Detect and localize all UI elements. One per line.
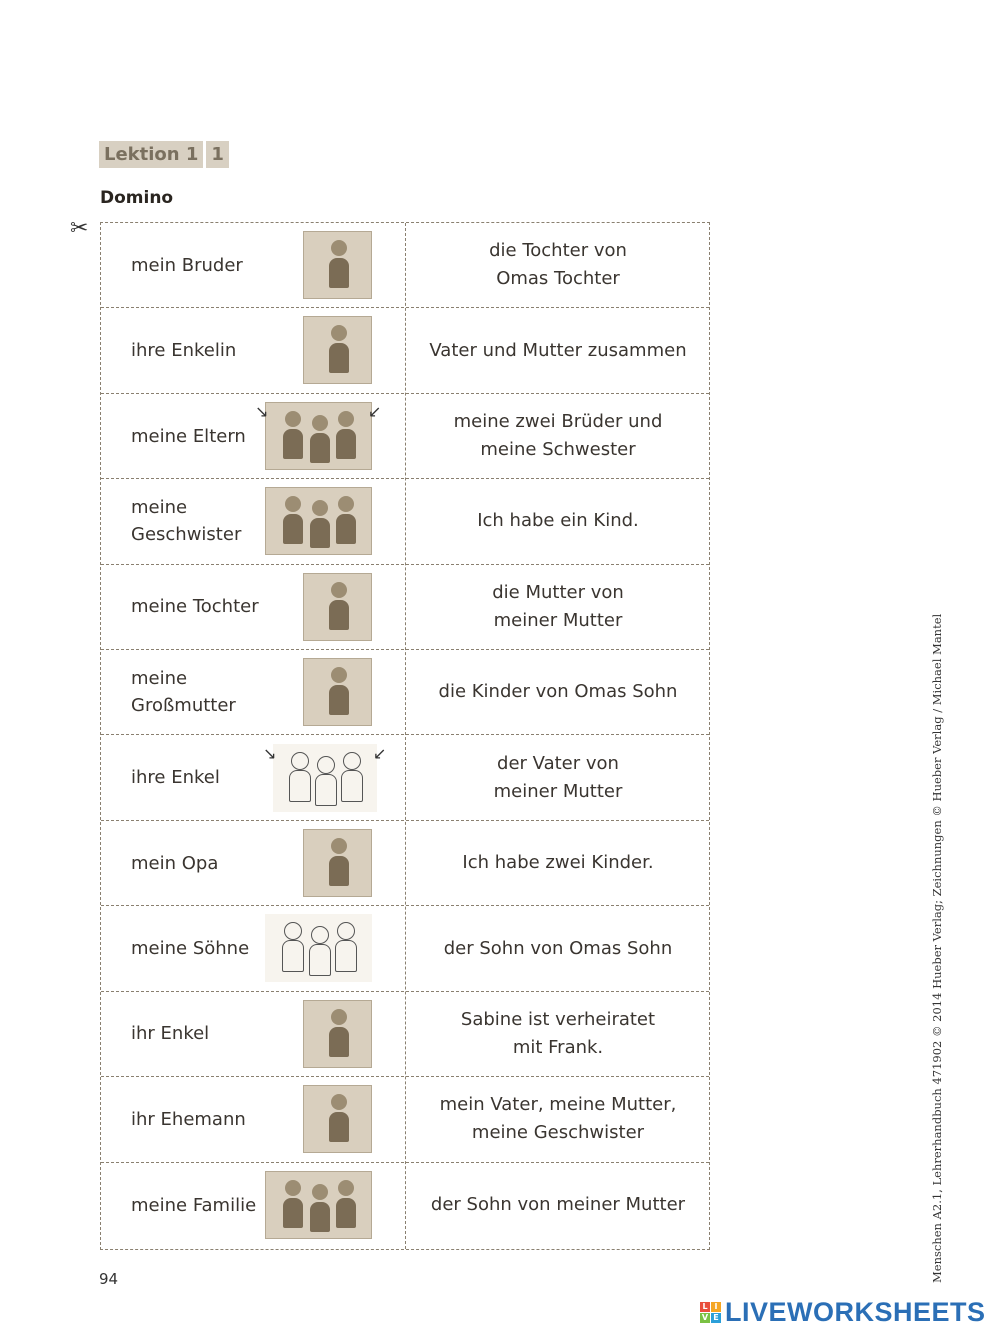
arrow-icon: ↙ [368, 401, 382, 421]
page-number: 94 [99, 1270, 119, 1288]
card-left-text: ihr Ehemann [131, 1108, 246, 1130]
card-right-text: mein Vater, meine Mutter, meine Geschwister [439, 1094, 677, 1144]
domino-card [101, 992, 709, 1077]
domino-card [101, 821, 709, 906]
lektion-number: 1 [206, 141, 229, 168]
domino-card [101, 479, 709, 564]
arrow-icon: ↘ [255, 401, 269, 421]
arrow-icon: ↘ [263, 743, 277, 763]
domino-card [101, 394, 709, 479]
card-right-text: Ich habe ein Kind. [477, 510, 639, 532]
card-right-text: meine zwei Brüder und meine Schwester [453, 411, 663, 461]
card-left-text: ihr Enkel [131, 1023, 210, 1045]
logo-letter: V [701, 1313, 709, 1322]
grandson-icon [303, 1000, 372, 1068]
family-group-icon [265, 1171, 372, 1239]
boy-with-teddy-icon [303, 231, 372, 299]
husband-icon [303, 1085, 372, 1153]
siblings-icon [265, 487, 372, 555]
card-left-text: mein Opa [131, 852, 219, 874]
copyright-notice: Menschen A2.1, Lehrerhandbuch 471902 © 2014 Hueber Verlag; Zeichnungen © Hueber Verlag / Michael Mantel [930, 613, 944, 1283]
logo-letter: E [711, 1313, 721, 1323]
lektion-badge [99, 141, 229, 168]
domino-card [101, 308, 709, 393]
domino-card [101, 565, 709, 650]
card-right-text: Ich habe zwei Kinder. [462, 852, 654, 874]
page-title: Domino [100, 188, 174, 208]
card-left-text: meine Söhne [131, 938, 250, 960]
mother-daughter-icon [303, 573, 372, 641]
card-right-text: Vater und Mutter zusammen [429, 339, 687, 361]
card-left-text: ihre Enkel [131, 767, 220, 789]
domino-card [101, 1163, 709, 1248]
card-left-text: mein Bruder [131, 254, 243, 276]
domino-card [101, 650, 709, 735]
lektion-label: Lektion 1 [99, 141, 203, 168]
logo-letter: I [711, 1302, 721, 1312]
liveworksheets-brand[interactable] [700, 1297, 986, 1328]
domino-card [101, 736, 709, 821]
logo-letter: L [700, 1302, 710, 1312]
card-left-text: meine Geschwister [131, 497, 242, 546]
domino-card [101, 906, 709, 991]
grandfather-icon [303, 829, 372, 897]
brand-wordmark: LIVEWORKSHEETS [725, 1297, 986, 1327]
card-left-text: meine Familie [131, 1194, 257, 1216]
card-right-text: der Sohn von Omas Sohn [443, 937, 673, 959]
card-left-text: meine Eltern [131, 425, 246, 447]
card-right-text: die Mutter von meiner Mutter [492, 581, 624, 631]
grandchildren-sketch-icon [273, 744, 377, 812]
family-parents-icon [265, 402, 372, 470]
domino-card [101, 1077, 709, 1162]
card-right-text: der Sohn von meiner Mutter [430, 1194, 686, 1216]
arrow-icon: ↙ [373, 743, 387, 763]
card-right-text: die Tochter von Omas Tochter [489, 240, 627, 290]
card-right-text: die Kinder von Omas Sohn [438, 681, 678, 703]
domino-grid [100, 222, 710, 1250]
card-right-text: Sabine ist verheiratet mit Frank. [460, 1008, 656, 1058]
domino-card [101, 223, 709, 308]
girl-with-pigtails-icon [303, 316, 372, 384]
card-left-text: meine Großmutter [131, 668, 236, 717]
card-left-text: ihre Enkelin [131, 340, 237, 362]
card-right-text: der Vater von meiner Mutter [493, 752, 623, 802]
scissors-icon: ✂ [70, 216, 89, 241]
card-left-text: meine Tochter [131, 596, 259, 618]
grandmother-icon [303, 658, 372, 726]
sons-sketch-icon [265, 914, 372, 982]
liveworksheets-logo-icon [700, 1302, 721, 1323]
